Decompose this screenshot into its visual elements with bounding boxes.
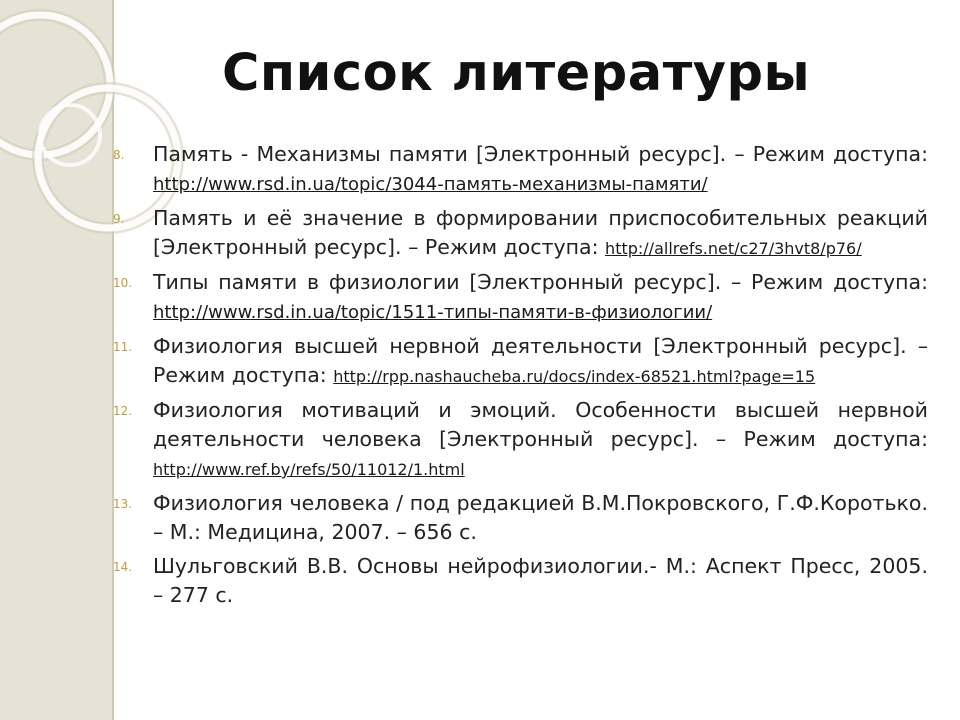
reference-text: Физиология человека / под редакцией В.М.Покровского, Г.Ф.Коротько. – М.: Медицина, 2007. – 656 с. [153, 491, 928, 544]
reference-number: 13. [113, 497, 133, 511]
reference-link[interactable]: http://allrefs.net/c27/3hvt8/p76/ [605, 239, 862, 258]
reference-text: Память - Механизмы памяти [Электронный ресурс]. – Режим доступа: [153, 142, 928, 166]
reference-link[interactable]: http://www.rsd.in.ua/topic/3044-память-механизмы-памяти/ [153, 174, 708, 195]
reference-link[interactable]: http://www.rsd.in.ua/topic/1511-типы-памяти-в-физиологии/ [153, 302, 713, 323]
reference-item [113, 489, 928, 547]
reference-number: 9. [113, 212, 125, 226]
reference-text: Физиология мотиваций и эмоций. Особенности высшей нервной деятельности человека [Электронный ресурс]. – Режим доступа: [153, 398, 928, 451]
reference-number: 11. [113, 340, 133, 354]
slide-title: Список литературы [222, 44, 811, 103]
reference-text: Шульговский В.В. Основы нейрофизиологии.- М.: Аспект Пресс, 2005. – 277 с. [153, 554, 928, 607]
reference-item [113, 552, 928, 610]
reference-item [113, 396, 928, 484]
reference-number: 8. [113, 148, 125, 162]
reference-item [113, 204, 928, 263]
reference-text: Память и её значение в формировании приспособительных реакций [Электронный ресурс]. – Режим доступа: [153, 206, 928, 259]
reference-item [113, 332, 928, 391]
reference-number: 12. [113, 404, 133, 418]
reference-number: 14. [113, 560, 133, 574]
reference-item [113, 268, 928, 327]
reference-text: Физиология высшей нервной деятельности [Электронный ресурс]. – Режим доступа: [153, 334, 928, 387]
reference-item [113, 140, 928, 199]
reference-list [113, 140, 928, 615]
reference-number: 10. [113, 276, 133, 290]
reference-link[interactable]: http://www.ref.by/refs/50/11012/1.html [153, 460, 465, 479]
reference-text: Типы памяти в физиологии [Электронный ресурс]. – Режим доступа: [153, 270, 928, 294]
reference-link[interactable]: http://rpp.nashaucheba.ru/docs/index-68521.html?page=15 [333, 367, 816, 386]
